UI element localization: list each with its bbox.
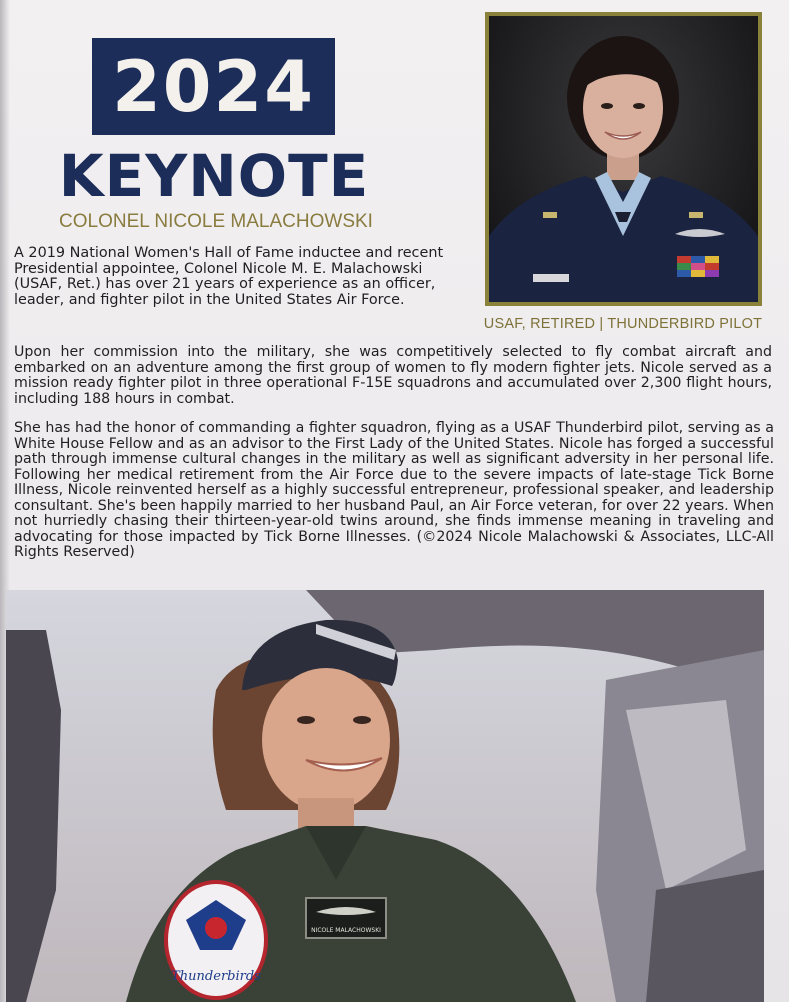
nametag-text: NICOLE MALACHOWSKI [311, 927, 381, 934]
year-badge [92, 38, 335, 135]
page-title: KEYNOTE [58, 142, 370, 210]
bio-later-paragraph: She has had the honor of commanding a fighter squadron, flying as a USAF Thunderbird pilot, serving as a White House Fellow and as an advisor to the First Lady of the United States. Nicole has forged a successful path through immense cultural changes in the military as well as significant adversity in her personal life. Following her medical retirement from the Air Force due to the severe impacts of late-stage Tick Borne Illness, Nicole reinvented herself as a highly successful entrepreneur, professional speaker, and leadership consultant. She's been happily married to her husband Paul, an Air Force veteran, for over 22 years. When not hurriedly chasing their thirteen-year-old twins around, she finds immense meaning in traveling and advocating for those impacted by Tick Borne Illnesses. (©2024 Nicole Malachowski & Associates, LLC-All Rights Reserved) [14, 420, 774, 560]
pilot-photo [6, 590, 764, 1002]
speaker-name: COLONEL NICOLE MALACHOWSKI [59, 211, 373, 232]
year-text: 2024 [112, 45, 315, 128]
pilot-illustration [6, 590, 764, 1002]
portrait-frame [485, 12, 762, 306]
portrait-photo [489, 16, 758, 302]
patch-text: Thunderbirds [171, 969, 261, 984]
portrait-caption: USAF, RETIRED | THUNDERBIRD PILOT [483, 316, 763, 332]
bio-intro-paragraph: A 2019 National Women's Hall of Fame inductee and recent Presidential appointee, Colonel Nicole M. E. Malachowski (USAF, Ret.) has over 21 years of experience as an officer, leader, and fighter pilot in the United States Air Force. [14, 245, 444, 308]
bio-career-paragraph: Upon her commission into the military, she was competitively selected to fly combat aircraft and embarked on an adventure among the first group of women to fly modern fighter jets. Nicole served as a mission ready fighter pilot in three operational F-15E squadrons and accumulated over 2,300 flight hours, including 188 hours in combat. [14, 344, 772, 407]
portrait-illustration [489, 16, 758, 302]
